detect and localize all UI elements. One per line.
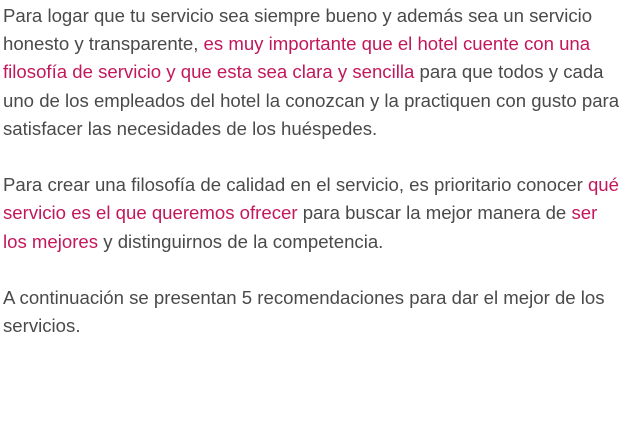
article-body (3, 2, 625, 340)
highlight-service-offer: qué servicio es el que queremos ofrecer (3, 174, 619, 224)
quality-text-continued: para buscar la mejor manera de (297, 202, 572, 224)
paragraph-quality (3, 171, 625, 256)
intro-text: Para logar que tu servicio sea siempre bueno y además sea un servicio honesto y transparente, (3, 5, 593, 55)
quality-text: Para crear una filosofía de calidad en el servicio, es prioritario conocer (3, 174, 588, 196)
quality-text-end: y distinguirnos de la competencia. (98, 230, 384, 252)
paragraph-recommendations (3, 284, 625, 340)
paragraph-intro (3, 2, 625, 143)
intro-text-continued: para que todos y cada uno de los empleados del hotel la conozcan y la practiquen con gusto para satisfacer las necesidades de los huéspedes. (3, 61, 620, 139)
highlight-be-the-best: ser los mejores (3, 202, 598, 252)
recommendations-text: A continuación se presentan 5 recomendaciones para dar el mejor de los servicios. (3, 287, 605, 337)
highlight-service-philosophy: es muy importante que el hotel cuente con una filosofía de servicio y que esta sea clara y sencilla (3, 33, 591, 83)
